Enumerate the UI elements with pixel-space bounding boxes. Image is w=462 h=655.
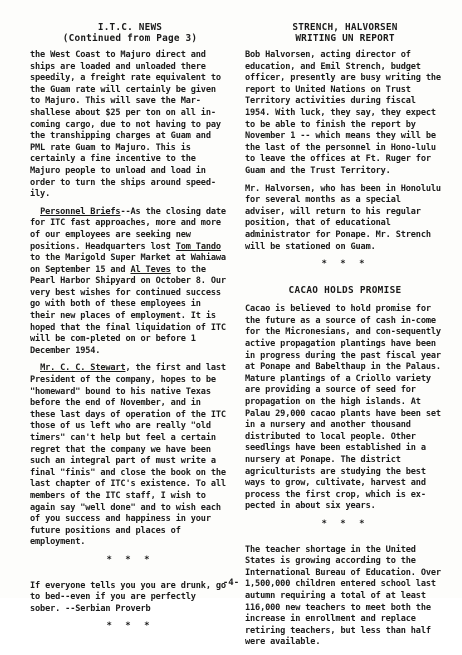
itc-news-continued: (Continued from Page 3) xyxy=(62,33,198,44)
un-report-paragraph: Bob Halvorsen, acting director of education, and Emil Strench, budget officer, presently are busy writing the report to United Nations on Trust Territory activities during fiscal 1954. With luck, they say, they expect to be able to finish the report by November 1 -- which means they will be the last of the personnel in Hono-lulu to leave the offices at Ft. Ruger for Guam and the Trust Territory. xyxy=(245,50,441,176)
personnel-briefs-paragraph xyxy=(30,207,230,358)
itc-news-title: I.T.C. NEWS xyxy=(97,22,163,33)
cacao-heading: CACAO HOLDS PROMISE xyxy=(288,284,402,296)
right-column xyxy=(245,22,445,655)
teacher-shortage-paragraph: The teacher shortage in the United States is growing according to the International Bureau of Education. Over 1,500,000 children entered school last autumn requiring a total of at least 116,000 new teachers to meet both the increase in enrollment and replace retiring teachers, but less than half were available. xyxy=(245,544,441,648)
page-number: -4- xyxy=(222,578,240,588)
section-divider-stars: * * * xyxy=(106,621,154,632)
personnel-briefs-lead: Personnel Briefs xyxy=(40,206,121,217)
stewart-paragraph xyxy=(30,363,230,549)
personnel-name-al-teves: Al Teves xyxy=(130,264,171,275)
halvorsen-return-paragraph: Mr. Halvorsen, who has been in Honolulu for several months as a special adviser, will return to his regular position, that of educational administrator for Ponape. Mr. Strench will be stationed on Guam. xyxy=(245,183,441,252)
section-divider-stars: * * * xyxy=(321,259,369,270)
personnel-briefs-text-a: --As the closing date for ITC fast approaches, more and more of our employees are seeking new positions. Headquarters lost xyxy=(30,206,226,252)
un-report-subtitle: WRITING UN REPORT xyxy=(295,33,395,44)
strench-halvorsen-title: STRENCH, HALVORSEN xyxy=(292,22,398,33)
stewart-text: , the first and last President of the company, hopes to be "homeward" bound to his native Texas before the end of November, and in these last days of operation of the ITC those of us left who are really "old timers" can't help but feel a certain regret that the company we have been such an integral part of must write a final "finis" and close the book on the last chapter of ITC's existence. To all members of the ITC staff, I wish to again say "well done" and to wish each of you success and happiness in your future positions and places of employment. xyxy=(30,363,226,548)
personnel-briefs-text-b: to the Marigold Super Market at Wahiawa on September 15 and xyxy=(30,253,226,275)
proverb-quote: If everyone tells you you are drunk, go to bed--even if you are perfectly sober. --Serbian Proverb xyxy=(30,580,226,614)
itc-freight-paragraph: the West Coast to Majuro direct and ships are loaded and unloaded there speedily, a freight rate equivalent to the Guam rate will certainly be given to Majuro. This will save the Mar-shallese about $25 per ton on all in-coming cargo, due to not having to pay the transhipping charges at Guam and PML rate Guam to Majuro. This is certainly a fine incentive to the Majuro people to unload and load in order to turn the ships around speed-ily. xyxy=(30,50,221,200)
itc-news-heading xyxy=(30,22,230,44)
stewart-name: Mr. C. C. Stewart xyxy=(40,363,126,374)
personnel-name-tom-tando: Tom Tando xyxy=(175,241,221,252)
section-divider-stars: * * * xyxy=(321,518,369,529)
strench-halvorsen-heading xyxy=(245,22,445,44)
left-column xyxy=(30,22,230,647)
cacao-paragraph: Cacao is believed to hold promise for the future as a source of cash in-come for the Micronesians, and con-sequently active propagation plantings have been in progress during the past fiscal year at Ponape and Babelthaup in the Palaus. Mature plantings of a Criollo variety are providing a source of seed for propagation on the high islands. At Palau 29,000 cacao plants have been set in a nursery and another thousand distributed to local people. Other seedlings have been established in a nursery at Ponape. The district agriculturists are studying the best ways to grow, cultivate, harvest and process the first crop, which is ex-pected in about six years. xyxy=(245,304,441,512)
personnel-briefs-text-c: to the Pearl Harbor Shipyard on October 8. Our very best wishes for continued success go with both of these employees in their new places of employment. It is hoped that the final liquidation of ITC will be com-pleted on or before 1 December 1954. xyxy=(30,264,226,356)
section-divider-stars: * * * xyxy=(106,554,154,565)
